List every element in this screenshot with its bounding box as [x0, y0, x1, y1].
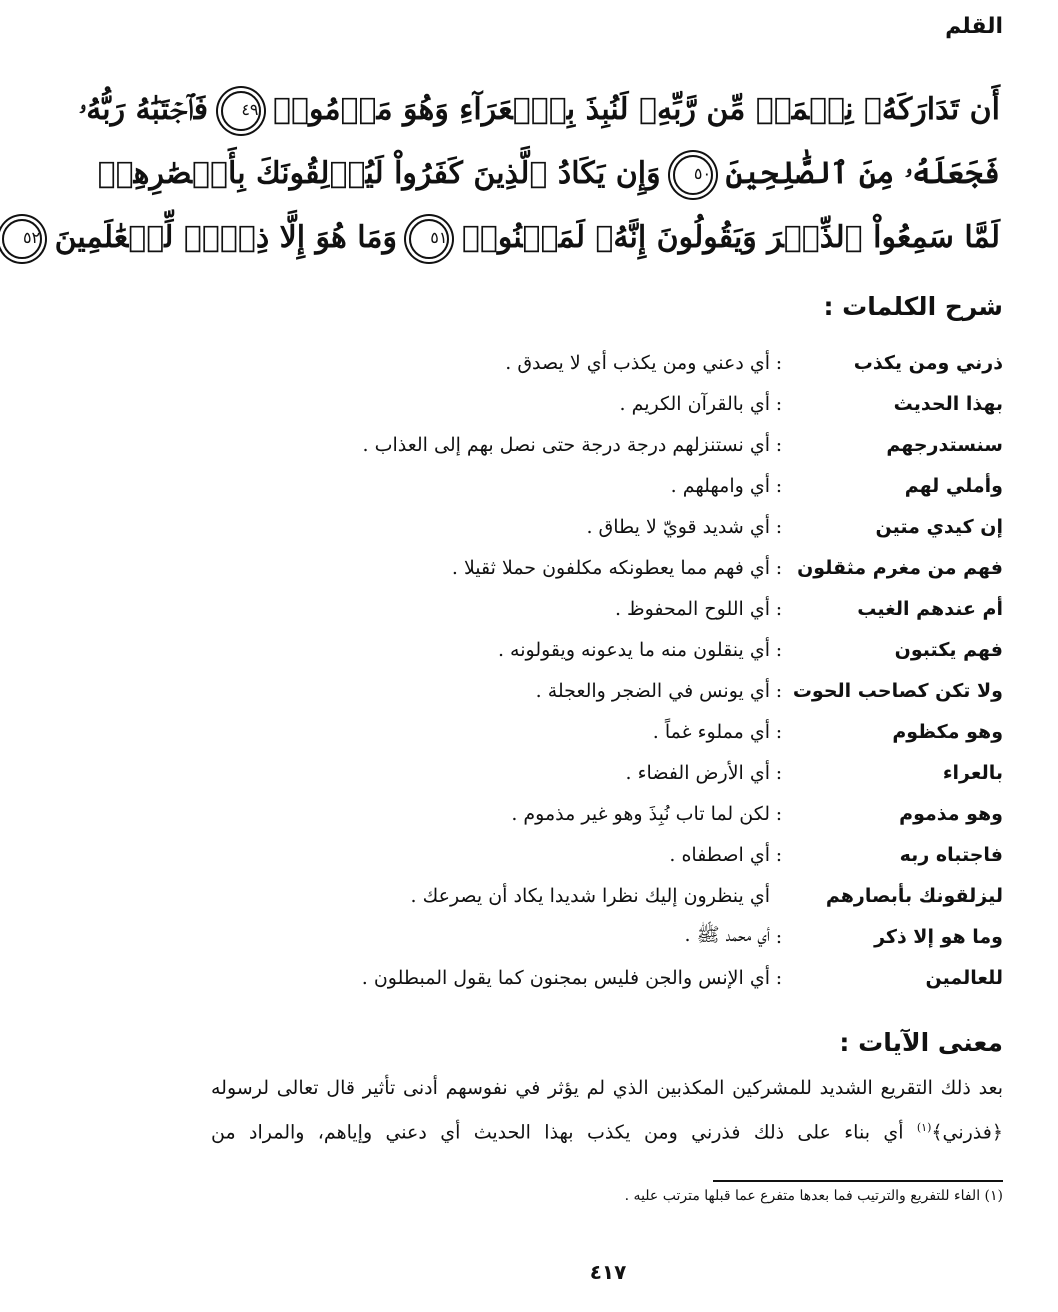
- vocab-colon: :: [775, 925, 783, 948]
- vocab-term: ليزلقونك بأبصارهم: [825, 884, 1003, 907]
- footnote-divider: [713, 1180, 1003, 1182]
- meaning-text: أي بناء على ذلك فذرني ومن يكذب بهذا الحديث أي دعني وإياهم، والمراد من: [211, 1121, 904, 1144]
- page-number: ٤١٧: [589, 1260, 627, 1284]
- vocab-colon: :: [775, 474, 783, 497]
- vocab-colon: :: [775, 556, 783, 579]
- vocab-row: [203, 834, 1003, 875]
- vocab-term: ذرني ومن يكذب: [853, 351, 1003, 374]
- vocab-definition: أي مملوء غماً .: [652, 720, 770, 743]
- vocab-colon: :: [775, 720, 783, 743]
- verse-line-1: [78, 78, 1000, 142]
- vocab-colon: :: [775, 392, 783, 415]
- vocab-row: [203, 793, 1003, 834]
- verse-text: لَمَّا سَمِعُواْ ٱلذِّكۡرَ وَيَقُولُونَ إِنَّهُۥ لَمَجۡنُونٞ: [461, 220, 1000, 255]
- vocab-colon: :: [775, 351, 783, 374]
- vocab-term: وأملي لهم: [904, 474, 1003, 497]
- vocab-definition: أي ينقلون منه ما يدعونه ويقولونه .: [497, 638, 770, 661]
- verse-text: فَجَعَلَهُۥ مِنَ ٱلصَّٰلِحِينَ: [725, 156, 1000, 191]
- vocab-row: [203, 383, 1003, 424]
- vocab-definition: أي اللوح المحفوظ .: [614, 597, 770, 620]
- vocab-definition: أي الإنس والجن فليس بمجنون كما يقول المبطلون .: [361, 966, 770, 989]
- vocab-row: [203, 875, 1003, 916]
- vocab-definition: أي اصطفاه .: [669, 843, 770, 866]
- vocab-colon: :: [775, 515, 783, 538]
- verse-line-2: [97, 142, 1000, 206]
- vocab-colon: :: [775, 597, 783, 620]
- vocab-definition: أي ينظرون إليك نظرا شديدا يكاد أن يصرعك .: [410, 884, 770, 907]
- meaning-line-2: [211, 1108, 1003, 1152]
- vocab-term: للعالمين: [925, 966, 1003, 989]
- surah-header-title: القلم: [945, 14, 1003, 39]
- vocab-row: [203, 465, 1003, 506]
- vocab-definition: أي دعني ومن يكذب أي لا يصدق .: [505, 351, 770, 374]
- vocab-colon: :: [775, 433, 783, 456]
- vocab-term: بهذا الحديث: [893, 392, 1003, 415]
- meaning-line-1: بعد ذلك التقريع الشديد للمشركين المكذبين الذي لم يؤثر في نفوسهم أدنى تأثير قال تعالى لرسوله: [211, 1077, 1003, 1099]
- vocab-term: بالعراء: [942, 761, 1003, 784]
- vocab-definition: أي بالقرآن الكريم .: [619, 392, 770, 415]
- vocab-colon: :: [775, 638, 783, 661]
- ayah-number-marker: ٥٠: [673, 155, 713, 195]
- vocab-definition: أي فهم مما يعطونكه مكلفون حملا ثقيلا .: [451, 556, 770, 579]
- book-page: [22, 0, 1058, 1312]
- quran-verses-block: [22, 78, 1000, 270]
- ayah-number-marker: ٤٩: [221, 91, 261, 131]
- vocab-term: فهم من مغرم مثقلون: [797, 556, 1003, 579]
- quoted-verse-word: ﴿فذرني﴾: [931, 1121, 1003, 1144]
- vocab-definition: أي يونس في الضجر والعجلة .: [535, 679, 770, 702]
- vocab-row: [203, 588, 1003, 629]
- vocab-row: [203, 547, 1003, 588]
- vocab-row: [203, 711, 1003, 752]
- vocab-row: [203, 752, 1003, 793]
- vocab-definition: أي محمد ﷺ .: [684, 923, 770, 946]
- vocab-term: ولا تكن كصاحب الحوت: [792, 679, 1003, 702]
- vocab-definition: أي وامهلهم .: [670, 474, 770, 497]
- vocab-row: [203, 957, 1003, 998]
- vocab-definition: أي نستنزلهم درجة درجة حتى نصل بهم إلى العذاب .: [362, 433, 770, 456]
- vocab-term: فاجتباه ربه: [899, 843, 1003, 866]
- vocab-colon: :: [775, 761, 783, 784]
- vocab-row: [203, 506, 1003, 547]
- footnote-reference[interactable]: (١): [916, 1121, 932, 1134]
- vocab-term: وهو مكظوم: [892, 720, 1003, 743]
- vocab-row: [203, 629, 1003, 670]
- vocab-term: أم عندهم الغيب: [857, 597, 1003, 620]
- vocab-definition: أي الأرض الفضاء .: [625, 761, 770, 784]
- vocab-row: [203, 916, 1003, 957]
- verse-text: أَن تَدَارَكَهُۥ نِعۡمَةٞ مِّن رَّبِّهِۦ لَنُبِذَ بِٱلۡعَرَآءِ وَهُوَ مَذۡمُومٞ: [272, 92, 1000, 127]
- footnote-text: (١) الفاء للتفريع والترتيب فما بعدها متفرع عما قبلها مترتب عليه .: [624, 1188, 1003, 1204]
- vocab-row: [203, 424, 1003, 465]
- meaning-paragraph: [211, 1068, 1003, 1152]
- vocab-term: وما هو إلا ذكر: [874, 925, 1003, 948]
- vocab-term: سنستدرجهم: [886, 433, 1003, 456]
- vocab-term: فهم يكتبون: [894, 638, 1003, 661]
- vocab-definition: لكن لما تاب نُبِذَ وهو غير مذموم .: [511, 802, 770, 825]
- verse-text: فَٱجۡتَبَٰهُ رَبُّهُۥ: [78, 92, 209, 127]
- vocab-term: وهو مذموم: [899, 802, 1003, 825]
- vocab-definition: أي شديد قويّ لا يطاق .: [586, 515, 770, 538]
- ayah-number-marker: ٥١: [409, 219, 449, 259]
- vocab-colon: :: [775, 679, 783, 702]
- vocab-row: [203, 342, 1003, 383]
- vocab-section-title: شرح الكلمات :: [823, 292, 1003, 321]
- vocab-row: [203, 670, 1003, 711]
- verse-text: وَمَا هُوَ إِلَّا ذِكۡرٞ لِّلۡعَٰلَمِينَ: [54, 220, 397, 255]
- verse-text: وَإِن يَكَادُ ٱلَّذِينَ كَفَرُواْ لَيُزۡلِقُونَكَ بِأَبۡصَٰرِهِمۡ: [97, 156, 661, 191]
- meaning-section-title: معنى الآيات :: [839, 1028, 1003, 1057]
- vocab-colon: :: [775, 843, 783, 866]
- vocab-colon: :: [775, 966, 783, 989]
- vocab-term: إن كيدي متين: [875, 515, 1003, 538]
- vocab-list: [203, 342, 1003, 998]
- verse-line-3: [22, 206, 1000, 270]
- vocab-colon: :: [775, 802, 783, 825]
- ayah-number-marker: ٥٢: [2, 219, 42, 259]
